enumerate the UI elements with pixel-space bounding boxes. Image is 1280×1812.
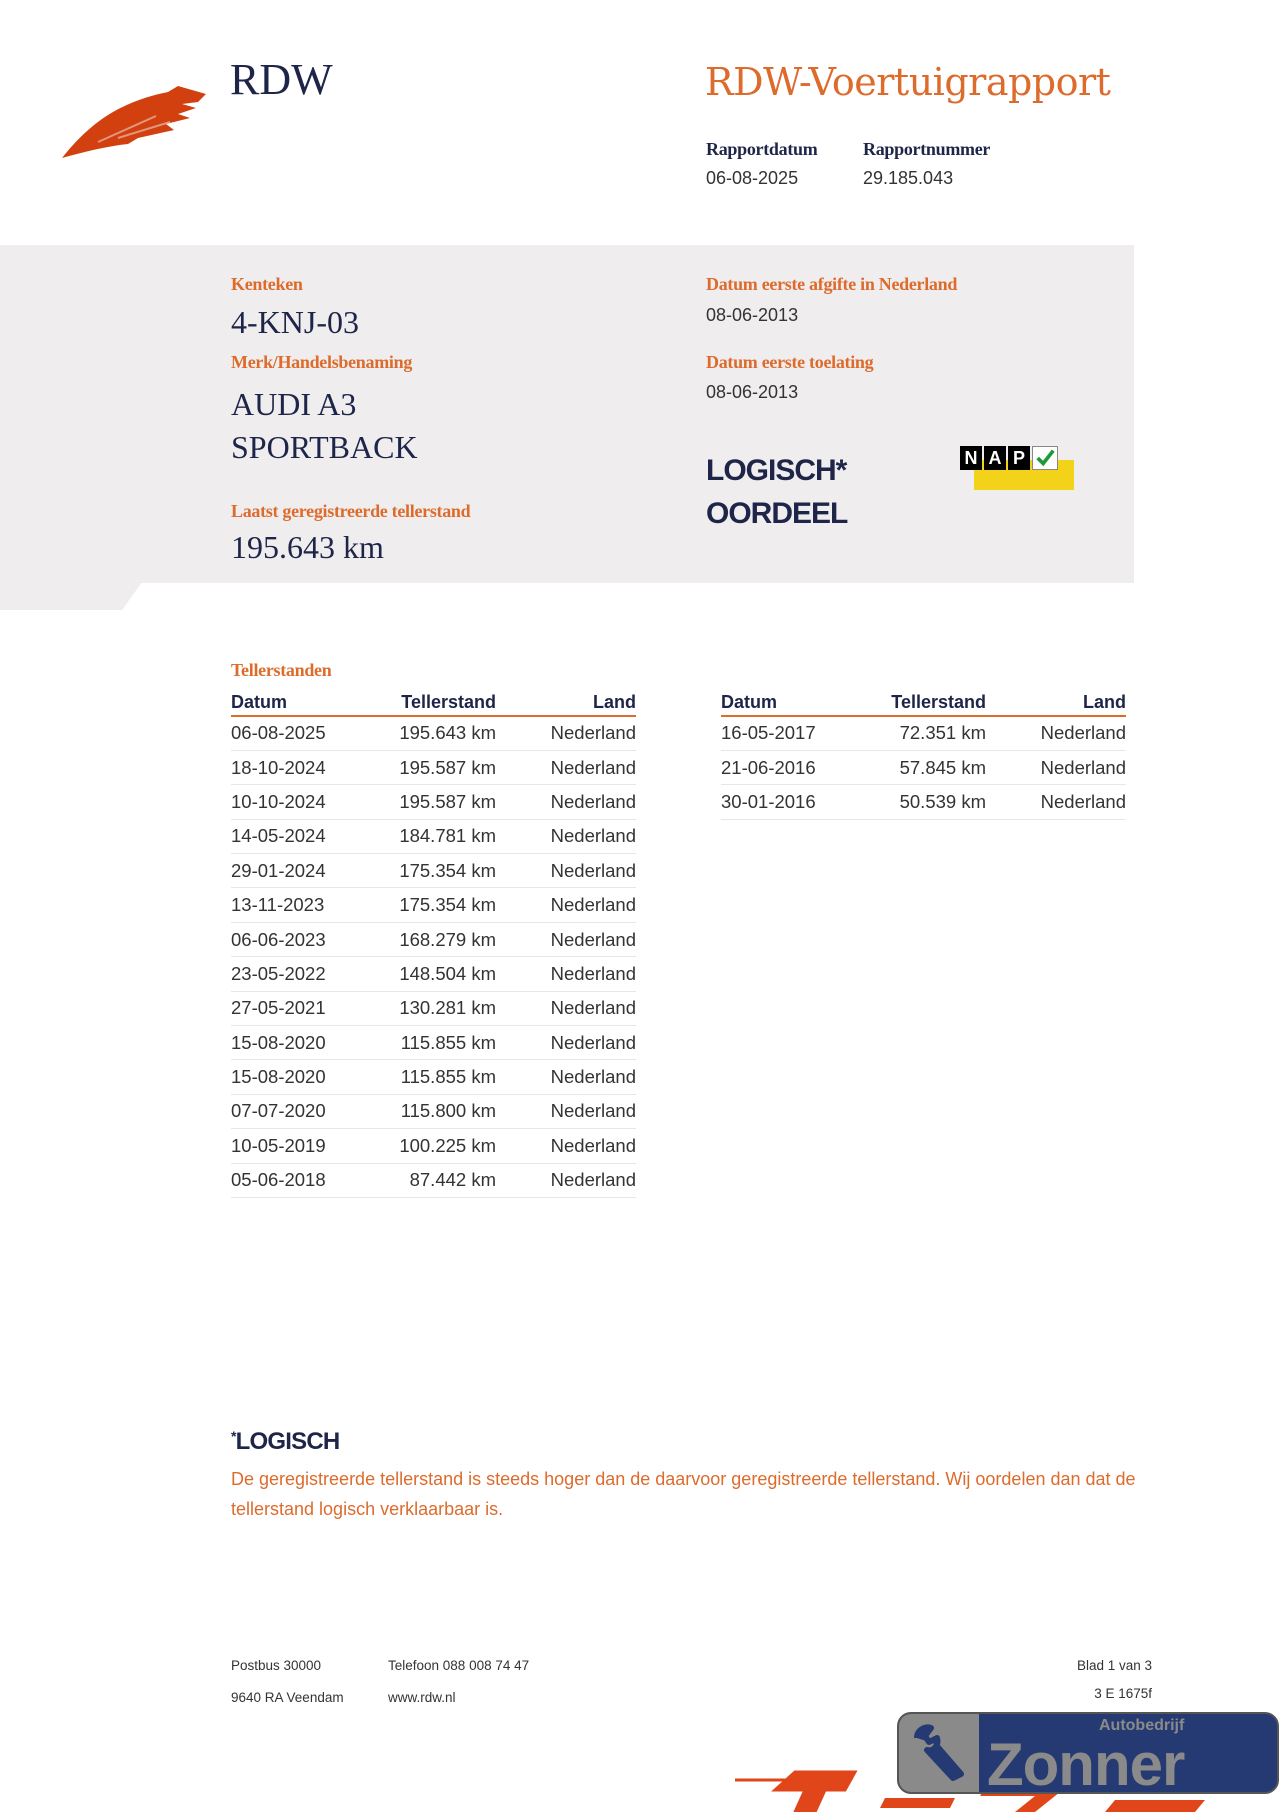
table-row	[231, 991, 636, 1025]
col-datum: Datum	[721, 686, 836, 716]
footer-website[interactable]: www.rdw.nl	[388, 1690, 456, 1705]
table-row	[231, 888, 636, 922]
table-row	[721, 716, 1126, 750]
cell-date: 10-10-2024	[231, 785, 346, 819]
nap-letter-p: P	[1008, 446, 1030, 470]
verdict-line2: OORDEEL	[706, 497, 848, 530]
summary-panel	[0, 245, 1134, 583]
cell-odometer: 57.845 km	[836, 750, 986, 784]
cell-country: Nederland	[496, 819, 636, 853]
col-land: Land	[496, 686, 636, 716]
table-row	[231, 1060, 636, 1094]
cell-odometer: 195.643 km	[346, 716, 496, 750]
zonner-logo	[897, 1712, 1279, 1794]
cell-country: Nederland	[496, 854, 636, 888]
watermark-name: Zonner	[987, 1731, 1185, 1794]
cell-date: 07-07-2020	[231, 1094, 346, 1128]
table-row	[231, 1094, 636, 1128]
cell-country: Nederland	[496, 922, 636, 956]
table-header-row	[721, 686, 1126, 716]
cell-date: 15-08-2020	[231, 1060, 346, 1094]
cell-date: 14-05-2024	[231, 819, 346, 853]
cell-odometer: 195.587 km	[346, 750, 496, 784]
cell-date: 16-05-2017	[721, 716, 836, 750]
table-row	[231, 785, 636, 819]
cell-country: Nederland	[986, 716, 1126, 750]
readings-table-right	[721, 686, 1126, 820]
first-admission-value: 08-06-2013	[706, 382, 799, 402]
note-title: LOGISCH	[235, 1428, 340, 1455]
cell-country: Nederland	[496, 1163, 636, 1197]
nap-letter-n: N	[960, 446, 982, 470]
cell-date: 06-08-2025	[231, 716, 346, 750]
make-label: Merk/Handelsbenaming	[231, 352, 413, 372]
report-date: 06-08-2025	[706, 168, 799, 188]
note-heading	[231, 1428, 339, 1456]
cell-odometer: 115.800 km	[346, 1094, 496, 1128]
table-row	[231, 1129, 636, 1163]
readings-table-left	[231, 686, 636, 1198]
cell-odometer: 195.587 km	[346, 785, 496, 819]
cell-date: 05-06-2018	[231, 1163, 346, 1197]
cell-country: Nederland	[496, 750, 636, 784]
rdw-logo-icon	[58, 80, 210, 162]
plate-value: 4-KNJ-03	[231, 304, 359, 340]
watermark-top: Autobedrijf	[1099, 1717, 1185, 1734]
col-tellerstand: Tellerstand	[836, 686, 986, 716]
col-tellerstand: Tellerstand	[346, 686, 496, 716]
cell-odometer: 130.281 km	[346, 991, 496, 1025]
cell-date: 06-06-2023	[231, 922, 346, 956]
make-line2: SPORTBACK	[231, 429, 418, 465]
cell-date: 23-05-2022	[231, 957, 346, 991]
table-row	[231, 819, 636, 853]
footer-code: 3 E 1675f	[1094, 1686, 1152, 1701]
panel-notch	[0, 582, 142, 610]
cell-date: 13-11-2023	[231, 888, 346, 922]
first-nl-value: 08-06-2013	[706, 305, 799, 325]
wrench-icon	[909, 1724, 969, 1784]
checkmark-icon	[1032, 446, 1058, 470]
table-row	[231, 1163, 636, 1197]
cell-odometer: 50.539 km	[836, 785, 986, 819]
cell-odometer: 100.225 km	[346, 1129, 496, 1163]
cell-country: Nederland	[496, 785, 636, 819]
cell-odometer: 115.855 km	[346, 1060, 496, 1094]
make-line1: AUDI A3	[231, 386, 357, 422]
col-land: Land	[986, 686, 1126, 716]
odometer-value: 195.643 km	[231, 529, 384, 565]
readings-title: Tellerstanden	[231, 660, 332, 680]
table-row	[231, 957, 636, 991]
cell-odometer: 87.442 km	[346, 1163, 496, 1197]
cell-country: Nederland	[986, 750, 1126, 784]
report-number: 29.185.043	[863, 168, 954, 188]
cell-country: Nederland	[496, 1129, 636, 1163]
note-text: De geregistreerde tellerstand is steeds hoger dan de daarvoor geregistreerde tellerstand. Wij oordelen dan dat de tellerstand logisch verklaarbaar is.	[231, 1469, 1136, 1519]
cell-odometer: 148.504 km	[346, 957, 496, 991]
cell-country: Nederland	[496, 1026, 636, 1060]
cell-date: 29-01-2024	[231, 854, 346, 888]
cell-odometer: 168.279 km	[346, 922, 496, 956]
table-row	[231, 854, 636, 888]
table-header-row	[231, 686, 636, 716]
cell-country: Nederland	[496, 716, 636, 750]
nap-logo	[960, 446, 1074, 490]
cell-country: Nederland	[496, 957, 636, 991]
footer-city: 9640 RA Veendam	[231, 1690, 344, 1705]
table-row	[721, 785, 1126, 819]
table-row	[231, 750, 636, 784]
nap-letter-a: A	[984, 446, 1006, 470]
footer-postbus: Postbus 30000	[231, 1658, 322, 1673]
cell-country: Nederland	[496, 1060, 636, 1094]
footer-phone: Telefoon 088 008 74 47	[388, 1658, 530, 1673]
note-asterisk: *	[231, 1428, 236, 1444]
first-nl-label: Datum eerste afgifte in Nederland	[706, 274, 958, 294]
cell-date: 18-10-2024	[231, 750, 346, 784]
cell-country: Nederland	[496, 888, 636, 922]
first-admission-label: Datum eerste toelating	[706, 352, 874, 372]
cell-country: Nederland	[496, 1094, 636, 1128]
cell-date: 30-01-2016	[721, 785, 836, 819]
col-datum: Datum	[231, 686, 346, 716]
cell-date: 27-05-2021	[231, 991, 346, 1025]
brand-name: RDW	[230, 55, 333, 104]
cell-country: Nederland	[986, 785, 1126, 819]
odometer-label: Laatst geregistreerde tellerstand	[231, 501, 471, 521]
cell-date: 10-05-2019	[231, 1129, 346, 1163]
cell-country: Nederland	[496, 991, 636, 1025]
cell-date: 15-08-2020	[231, 1026, 346, 1060]
plate-label: Kenteken	[231, 274, 303, 294]
cell-odometer: 175.354 km	[346, 854, 496, 888]
cell-odometer: 115.855 km	[346, 1026, 496, 1060]
report-title: RDW-Voertuigrapport	[705, 60, 1111, 104]
verdict-line1: LOGISCH*	[706, 454, 847, 487]
cell-odometer: 175.354 km	[346, 888, 496, 922]
report-number-label: Rapportnummer	[863, 139, 991, 159]
table-row	[721, 750, 1126, 784]
cell-odometer: 72.351 km	[836, 716, 986, 750]
cell-odometer: 184.781 km	[346, 819, 496, 853]
footer-page: Blad 1 van 3	[1076, 1658, 1152, 1673]
report-date-label: Rapportdatum	[706, 139, 818, 159]
table-row	[231, 1026, 636, 1060]
table-row	[231, 922, 636, 956]
cell-date: 21-06-2016	[721, 750, 836, 784]
table-row	[231, 716, 636, 750]
